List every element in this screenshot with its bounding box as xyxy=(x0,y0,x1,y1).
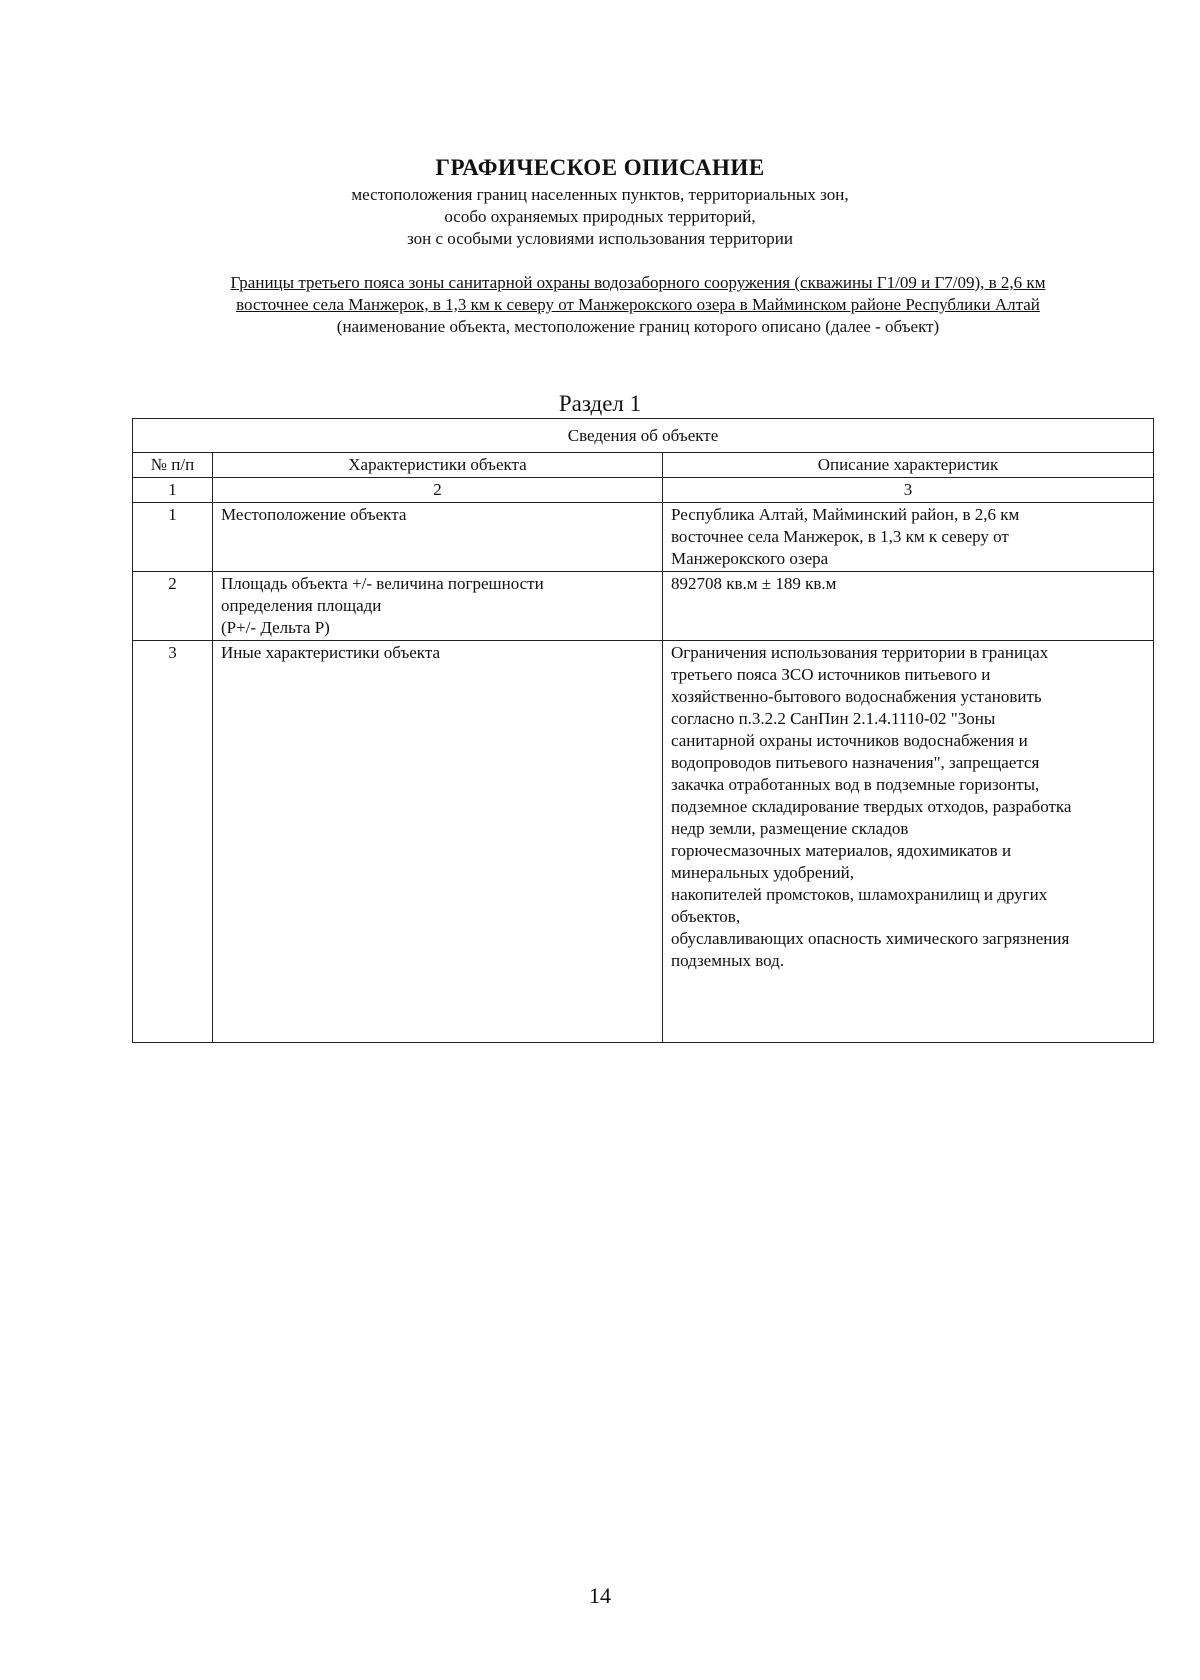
object-name-line: Границы третьего пояса зоны санитарной охраны водозаборного сооружения (скважины Г1/09 и Г7/09), в 2,6 км xyxy=(230,273,1046,292)
description-cell xyxy=(663,572,1154,641)
table-title-row xyxy=(133,419,1154,453)
table-row xyxy=(133,503,1154,572)
characteristic-line: Иные характеристики объекта xyxy=(221,643,441,662)
subtitle-line: особо охраняемых природных территорий, xyxy=(444,207,756,226)
characteristic-cell xyxy=(213,503,663,572)
page-number: 14 xyxy=(589,1583,611,1608)
table-row xyxy=(133,641,1154,1043)
characteristic-cell xyxy=(213,641,663,1043)
table-title: Сведения об объекте xyxy=(133,419,1154,453)
description-line: Ограничения использования территории в границах xyxy=(671,643,1049,662)
section-title: Раздел 1 xyxy=(558,391,642,416)
description-line: объектов, xyxy=(671,907,741,926)
description-line: подземных вод. xyxy=(671,951,785,970)
description-line: минеральных удобрений, xyxy=(671,863,855,882)
subtitle-line: местоположения границ населенных пунктов, территориальных зон, xyxy=(351,185,849,204)
description-line: подземное складирование твердых отходов, разработка xyxy=(671,797,1072,816)
column-header: Описание характеристик xyxy=(663,453,1154,478)
characteristic-line: Местоположение объекта xyxy=(221,505,407,524)
description-line: 892708 кв.м ± 189 кв.м xyxy=(671,574,837,593)
column-header: № п/п xyxy=(133,453,213,478)
description-cell xyxy=(663,503,1154,572)
column-number: 1 xyxy=(133,478,213,503)
column-number: 3 xyxy=(663,478,1154,503)
row-number: 2 xyxy=(133,572,213,641)
description-line: Манжерокского озера xyxy=(671,549,829,568)
column-header: Характеристики объекта xyxy=(213,453,663,478)
object-info-table xyxy=(132,418,1154,1043)
description-line: горючесмазочных материалов, ядохимикатов и xyxy=(671,841,1012,860)
description-cell xyxy=(663,641,1154,1043)
row-number: 3 xyxy=(133,641,213,1043)
description-line: восточнее села Манжерок, в 1,3 км к северу от xyxy=(671,527,1009,546)
description-line: хозяйственно-бытового водоснабжения установить xyxy=(671,687,1042,706)
table-header-row xyxy=(133,453,1154,478)
description-line: недр земли, размещение складов xyxy=(671,819,909,838)
document-title: ГРАФИЧЕСКОЕ ОПИСАНИЕ xyxy=(435,155,765,180)
characteristic-line: определения площади xyxy=(221,596,382,615)
description-line: санитарной охраны источников водоснабжения и xyxy=(671,731,1028,750)
description-line: третьего пояса ЗСО источников питьевого и xyxy=(671,665,991,684)
column-number: 2 xyxy=(213,478,663,503)
description-line: согласно п.3.2.2 СанПин 2.1.4.1110-02 "Зоны xyxy=(671,709,996,728)
subtitle-line: зон с особыми условиями использования территории xyxy=(407,229,793,248)
characteristic-cell xyxy=(213,572,663,641)
description-line: обуславливающих опасность химического загрязнения xyxy=(671,929,1070,948)
row-number: 1 xyxy=(133,503,213,572)
table-row xyxy=(133,572,1154,641)
document-subtitle xyxy=(0,184,1200,250)
column-number-row xyxy=(133,478,1154,503)
description-line: Республика Алтай, Майминский район, в 2,6 км xyxy=(671,505,1020,524)
description-line: водопроводов питьевого назначения", запрещается xyxy=(671,753,1040,772)
object-name-line: восточнее села Манжерок, в 1,3 км к северу от Манжерокского озера в Майминском районе Республики Алтай xyxy=(236,295,1040,314)
characteristic-line: (Р+/- Дельта Р) xyxy=(221,618,330,637)
description-line: накопителей промстоков, шламохранилищ и других xyxy=(671,885,1048,904)
object-name xyxy=(168,272,1108,338)
object-name-caption: (наименование объекта, местоположение границ которого описано (далее - объект) xyxy=(336,317,940,336)
description-line: закачка отработанных вод в подземные горизонты, xyxy=(671,775,1040,794)
characteristic-line: Площадь объекта +/- величина погрешности xyxy=(221,574,544,593)
